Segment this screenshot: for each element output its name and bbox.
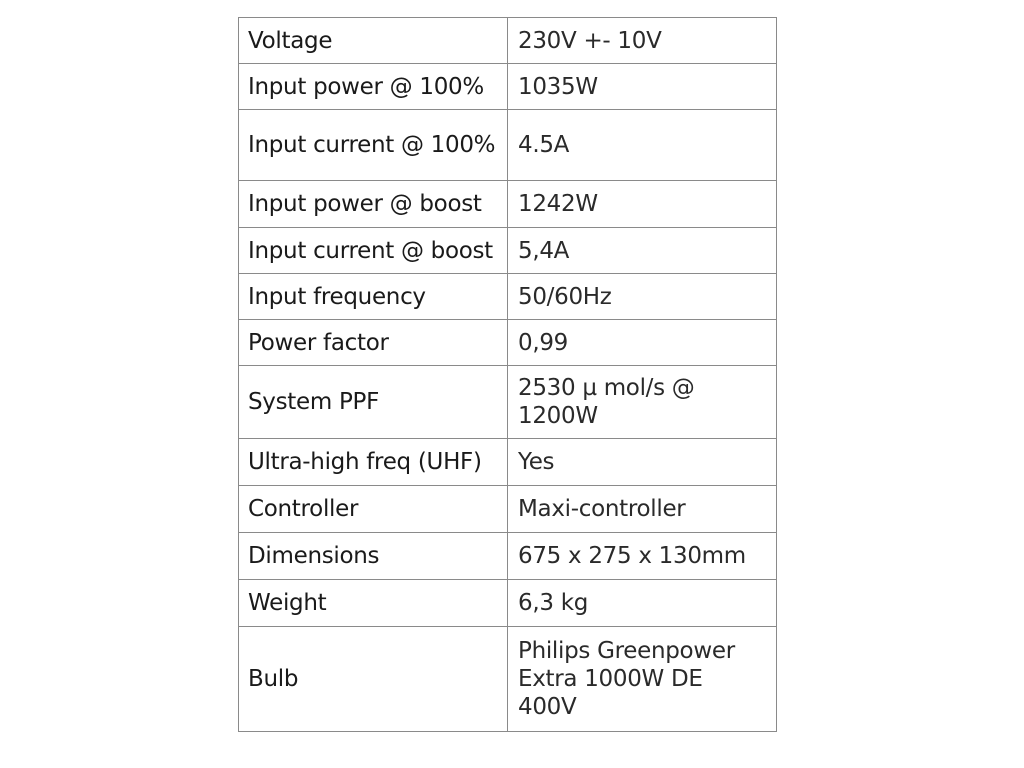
table-row	[239, 486, 777, 533]
table-row	[239, 64, 777, 110]
spec-label: Input current @ 100%	[239, 110, 508, 181]
table-row	[239, 580, 777, 627]
table-row	[239, 181, 777, 228]
spec-value: Philips Greenpower Extra 1000W DE 400V	[508, 627, 777, 732]
spec-value: 50/60Hz	[508, 274, 777, 320]
spec-value: 230V +- 10V	[508, 18, 777, 64]
spec-value: Maxi-controller	[508, 486, 777, 533]
spec-value: 0,99	[508, 320, 777, 366]
spec-value: 1035W	[508, 64, 777, 110]
table-row	[239, 627, 777, 732]
spec-label: Voltage	[239, 18, 508, 64]
table-row	[239, 228, 777, 274]
spec-value: 6,3 kg	[508, 580, 777, 627]
spec-label: Controller	[239, 486, 508, 533]
spec-value: 1242W	[508, 181, 777, 228]
spec-label: Dimensions	[239, 533, 508, 580]
spec-value: 675 x 275 x 130mm	[508, 533, 777, 580]
table-row	[239, 18, 777, 64]
spec-value: Yes	[508, 439, 777, 486]
spec-label: Bulb	[239, 627, 508, 732]
table-row	[239, 439, 777, 486]
table-row	[239, 110, 777, 181]
table-row	[239, 366, 777, 439]
spec-label: Ultra-high freq (UHF)	[239, 439, 508, 486]
spec-value: 4.5A	[508, 110, 777, 181]
table-row	[239, 274, 777, 320]
spec-label: Input frequency	[239, 274, 508, 320]
spec-label: Power factor	[239, 320, 508, 366]
spec-value: 2530 µ mol/s @ 1200W	[508, 366, 777, 439]
spec-label: Input power @ 100%	[239, 64, 508, 110]
table-row	[239, 533, 777, 580]
spec-label: Input current @ boost	[239, 228, 508, 274]
spec-label: Weight	[239, 580, 508, 627]
spec-label: System PPF	[239, 366, 508, 439]
table-row	[239, 320, 777, 366]
spec-label: Input power @ boost	[239, 181, 508, 228]
specification-table	[238, 17, 777, 732]
spec-value: 5,4A	[508, 228, 777, 274]
